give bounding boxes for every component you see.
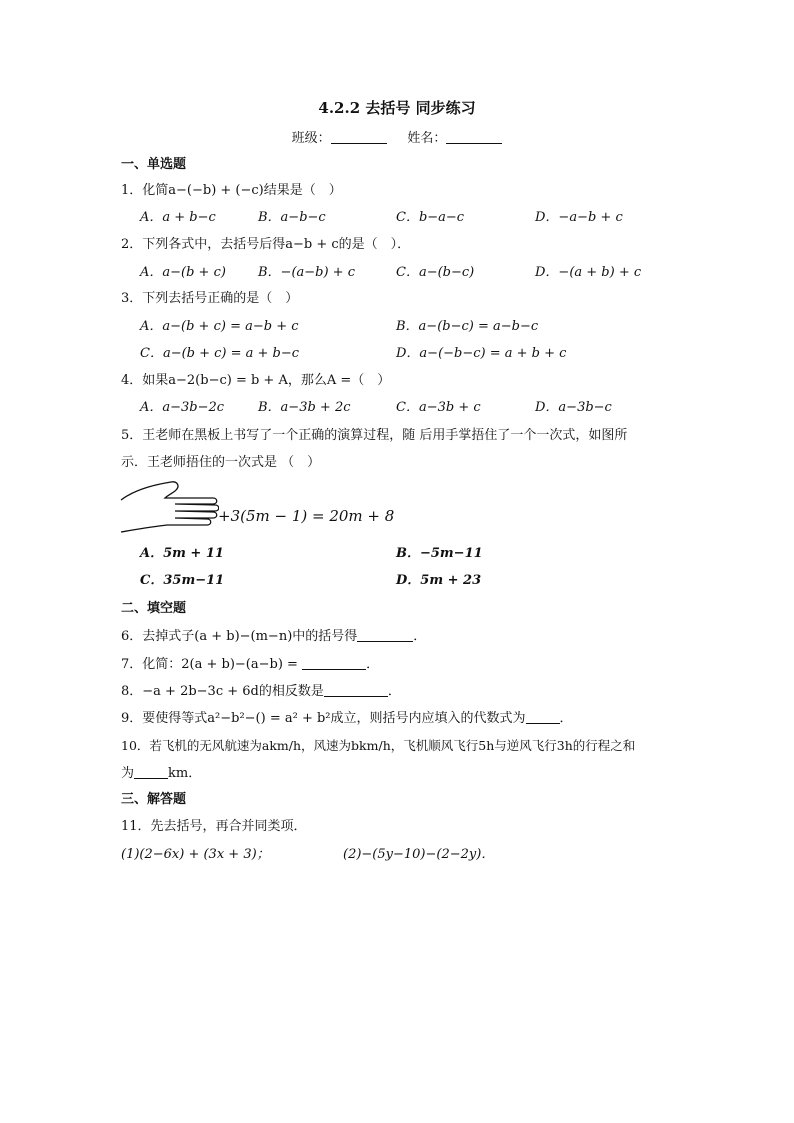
- q10-line2: [121, 764, 201, 783]
- q4-option-a[interactable]: A．a−3b−2c: [140, 400, 225, 415]
- student-info-line: [0, 127, 794, 146]
- q6-line: [121, 627, 426, 646]
- q7-period: ．: [366, 657, 380, 672]
- q9-period: ．: [559, 711, 573, 726]
- q1-option-d[interactable]: D．−a−b + c: [535, 210, 623, 225]
- q6-text: 6．去掉式子(a + b)−(m−n)中的括号得: [121, 629, 358, 644]
- section-heading-single-choice: 一、单选题: [121, 157, 187, 172]
- q1-stem: 1．化简a−(−b) + (−c)结果是（ ）: [121, 183, 342, 198]
- q11-part1: (1)(2−6x) + (3x + 3)；: [121, 847, 270, 862]
- q3-option-a[interactable]: A．a−(b + c) = a−b + c: [140, 319, 299, 334]
- q8-answer-blank[interactable]: [324, 682, 388, 697]
- q5-option-b[interactable]: B．−5m−11: [396, 546, 483, 561]
- q4-option-c[interactable]: C．a−3b + c: [396, 400, 481, 415]
- q9-answer-blank[interactable]: [526, 709, 560, 724]
- q8-line: [121, 682, 401, 701]
- q4-option-d[interactable]: D．a−3b−c: [535, 400, 612, 415]
- q7-line: [121, 655, 379, 674]
- class-blank[interactable]: [331, 129, 387, 144]
- q5-option-c[interactable]: C．35m−11: [140, 573, 225, 588]
- q4-option-b[interactable]: B．a−3b + 2c: [258, 400, 351, 415]
- section-heading-answer: 三、解答题: [121, 792, 187, 807]
- q2-option-c[interactable]: C．a−(b−c): [396, 265, 475, 280]
- q1-option-c[interactable]: C．b−a−c: [396, 210, 465, 225]
- q3-option-c[interactable]: C．a−(b + c) = a + b−c: [140, 346, 300, 361]
- class-label: 班级：: [291, 131, 331, 146]
- q5-stem-line2: 示．王老师捂住的一次式是 （ ）: [121, 455, 321, 470]
- q10-answer-blank[interactable]: [134, 764, 168, 779]
- q5-option-d[interactable]: D．5m + 23: [396, 573, 482, 588]
- q7-answer-blank[interactable]: [302, 655, 366, 670]
- q2-option-b[interactable]: B．−(a−b) + c: [258, 265, 355, 280]
- q5-stem-line1: 5．王老师在黑板上书写了一个正确的演算过程，随 后用手掌捂住了一个一次式，如图所: [121, 428, 628, 443]
- q9-text: 9．要使得等式a²−b²−() = a² + b²成立，则括号内应填入的代数式为: [121, 711, 526, 726]
- q3-option-d[interactable]: D．a−(−b−c) = a + b + c: [396, 346, 567, 361]
- q11-part2: (2)−(5y−10)−(2−2y)．: [343, 847, 495, 862]
- name-blank[interactable]: [446, 129, 502, 144]
- q11-stem: 11．先去括号，再合并同类项．: [121, 819, 307, 834]
- q2-stem: 2．下列各式中，去括号后得a−b + c的是（ ）．: [121, 237, 411, 252]
- q5-figure-equation: +3(5m − 1) = 20m + 8: [218, 507, 395, 525]
- q10-text-post: km．: [168, 766, 202, 781]
- q6-period: ．: [413, 629, 427, 644]
- q1-option-a[interactable]: A．a + b−c: [140, 210, 216, 225]
- q3-stem: 3．下列去括号正确的是（ ）: [121, 291, 299, 306]
- q1-option-b[interactable]: B．a−b−c: [258, 210, 326, 225]
- q7-text: 7．化简：2(a + b)−(a−b) =: [121, 657, 303, 672]
- section-heading-fill-in: 二、填空题: [121, 601, 187, 616]
- page-title: 4.2.2 去括号 同步练习: [318, 99, 476, 117]
- q10-text-pre: 为: [121, 766, 135, 781]
- q2-option-a[interactable]: A．a−(b + c): [140, 265, 226, 280]
- q8-text: 8．−a + 2b−3c + 6d的相反数是: [121, 684, 324, 699]
- name-label: 姓名：: [407, 131, 447, 146]
- q5-option-a[interactable]: A．5m + 11: [140, 546, 224, 561]
- q10-line1: 10．若飞机的无风航速为akm/h，风速为bkm/h，飞机顺风飞行5h与逆风飞行3h的行程之和: [121, 738, 636, 753]
- q8-period: ．: [387, 684, 401, 699]
- q4-stem: 4．如果a−2(b−c) = b + A，那么A =（ ）: [121, 373, 391, 388]
- hand-figure: [119, 480, 219, 536]
- q9-line: [121, 709, 573, 728]
- q2-option-d[interactable]: D．−(a + b) + c: [535, 265, 642, 280]
- q3-option-b[interactable]: B．a−(b−c) = a−b−c: [396, 319, 539, 334]
- q6-answer-blank[interactable]: [357, 627, 413, 642]
